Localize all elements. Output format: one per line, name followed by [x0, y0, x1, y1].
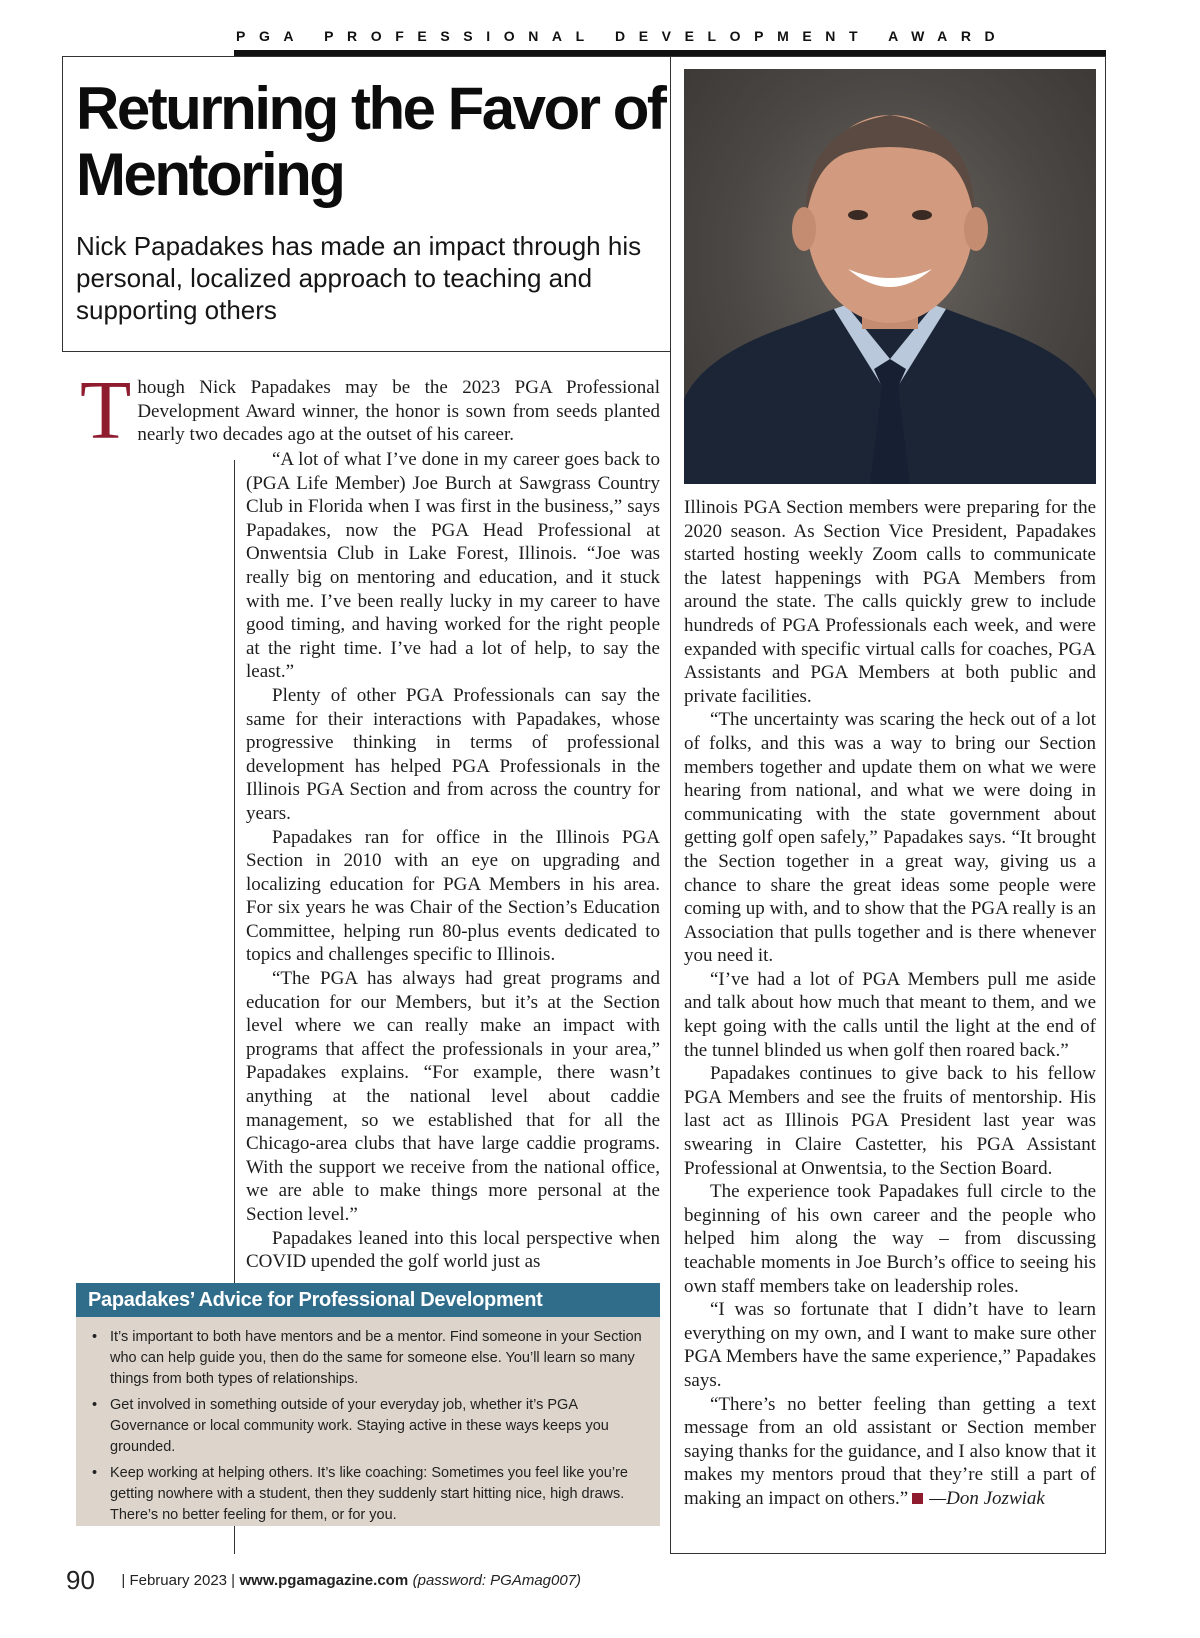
- portrait-photo: [684, 69, 1096, 484]
- body-paragraph: “I’ve had a lot of PGA Members pull me aside and talk about how much that meant to them, and we kept going with the calls until the light at the end of the tunnel blinded us when golf then roared back.”: [684, 968, 1096, 1061]
- frame-line: [62, 56, 63, 352]
- advice-list: [76, 1317, 660, 1526]
- page-footer: [66, 1565, 581, 1605]
- frame-line: [670, 56, 671, 1554]
- intro-text: hough Nick Papadakes may be the 2023 PGA Professional Development Award winner, the honor is sown from seeds planted nearly two decades ago at the outset of his career.: [137, 377, 660, 446]
- body-paragraph: “I was so fortunate that I didn’t have to learn everything on my own, and I want to make sure other PGA Members have the same experience,” Papadakes says.: [684, 1299, 1096, 1391]
- page-number: 90: [66, 1565, 95, 1595]
- body-paragraph: “A lot of what I’ve done in my career goes back to (PGA Life Member) Joe Burch at Sawgrass Country Club in Florida when I was first in the business,” says Papadakes, now the PGA Head Professional at Onwentsia Club in Lake Forest, Illinois. “Joe was really big on mentoring and education, and it stuck with me. I’ve been really lucky in my career to have good timing, and having worked for the right people at the right time. I’ve had a lot of help, to say the least.”: [246, 449, 660, 683]
- body-paragraph: Papadakes continues to give back to his fellow PGA Members and see the fruits of mentorship. His last act as Illinois PGA President last year was swearing in Claire Castetter, his PGA Assistant Professional at Onwentsia, to the Section Board.: [684, 1063, 1096, 1179]
- portrait-illustration: [684, 69, 1096, 484]
- intro-paragraph: [80, 364, 660, 457]
- left-body-column: [246, 448, 660, 1274]
- advice-item: • Keep working at helping others. It’s like coaching: Sometimes you feel like you’re getting nowhere with a student, then they suddenly start hitting nice, high draws. There’s no better feeling for them, or for you.: [90, 1463, 646, 1526]
- section-kicker: PGA PROFESSIONAL DEVELOPMENT AWARD: [236, 28, 1009, 44]
- deck-subtitle: Nick Papadakes has made an impact through his personal, localized approach to teaching and supporting others: [76, 231, 642, 325]
- body-paragraph: Papadakes leaned into this local perspective when COVID upended the golf world just as: [246, 1227, 660, 1273]
- advice-item: • It’s important to both have mentors and be a mentor. Find someone in your Section who can help guide you, then do the same for someone else. You’ll learn so many things from both types of relationships.: [90, 1327, 646, 1390]
- body-paragraph: Papadakes ran for office in the Illinois PGA Section in 2010 with an eye on upgrading and localizing education for PGA Members in his area. For six years he was Chair of the Section’s Education Committee, helping run 80-plus events dedicated to topics and challenges specific to Illinois.: [246, 826, 660, 966]
- body-paragraph: The experience took Papadakes full circle to the beginning of his own career and the people who helped him along the way – from discussing teachable moments in Joe Burch’s office to seeing his own staff members take on leadership roles.: [684, 1181, 1096, 1297]
- password-note: (password: PGAmag007): [412, 1572, 582, 1589]
- drop-cap: T: [80, 364, 132, 457]
- website-link[interactable]: www.pgamagazine.com: [239, 1572, 409, 1589]
- body-paragraph: Plenty of other PGA Professionals can say the same for their interactions with Papadakes, whose progressive thinking in terms of professional development has helped PGA Professionals in the Illinois PGA Section and from across the country for years.: [246, 684, 660, 824]
- advice-sidebar: [76, 1283, 660, 1526]
- frame-line: [62, 351, 671, 352]
- right-body-column: [684, 496, 1096, 1511]
- frame-line: [1105, 56, 1106, 1554]
- body-paragraph: “The PGA has always had great programs and education for our Members, but it’s at the Section level where we can really make an impact with programs that affect the professionals in your area,” Papadakes explains. “For example, there wasn’t anything at the national level about caddie management, so we established that for all the Chicago-area clubs that have large caddie programs. With the support we receive from the national office, we are able to make things more personal at the Section level.”: [246, 968, 660, 1225]
- issue-date: | February 2023 |: [121, 1572, 236, 1589]
- frame-line: [670, 1553, 1106, 1554]
- end-mark-icon: [912, 1493, 923, 1504]
- body-paragraph: Illinois PGA Section members were preparing for the 2020 season. As Section Vice President, Papadakes started hosting weekly Zoom calls to communicate the latest happenings with PGA Members from around the state. The calls quickly grew to include hundreds of PGA Professionals each week, and were expanded with specific virtual calls for coaches, PGA Assistants and PGA Members at both public and private facilities.: [684, 497, 1096, 707]
- closing-paragraph: [684, 1393, 1096, 1511]
- closing-text: “There’s no better feeling than getting a text message from an old assistant or Section member saying thanks for the guidance, and I also know that it makes my mentors proud that they’re still a part of making an impact on others.”: [684, 1393, 1096, 1509]
- advice-item: • Get involved in something outside of your everyday job, whether it’s PGA Governance or local community work. Staying active in these ways keeps you grounded.: [90, 1395, 646, 1458]
- frame-line: [62, 56, 1106, 57]
- headline: Returning the Favor of Mentoring: [76, 75, 665, 208]
- body-paragraph: “The uncertainty was scaring the heck out of a lot of folks, and this was a way to bring our Section members together and update them on what we were hearing from national, and what we were doing in communicating with the state government about getting golf open safely,” Papadakes says. “It brought the Section together in a great way, giving us a chance to share the great ideas some people were coming up with, and to show that the PGA really is an Association that pulls together and is there whenever you need it.: [684, 709, 1096, 967]
- byline: —Don Jozwiak: [929, 1487, 1045, 1509]
- sidebar-title: Papadakes’ Advice for Professional Development: [76, 1283, 660, 1317]
